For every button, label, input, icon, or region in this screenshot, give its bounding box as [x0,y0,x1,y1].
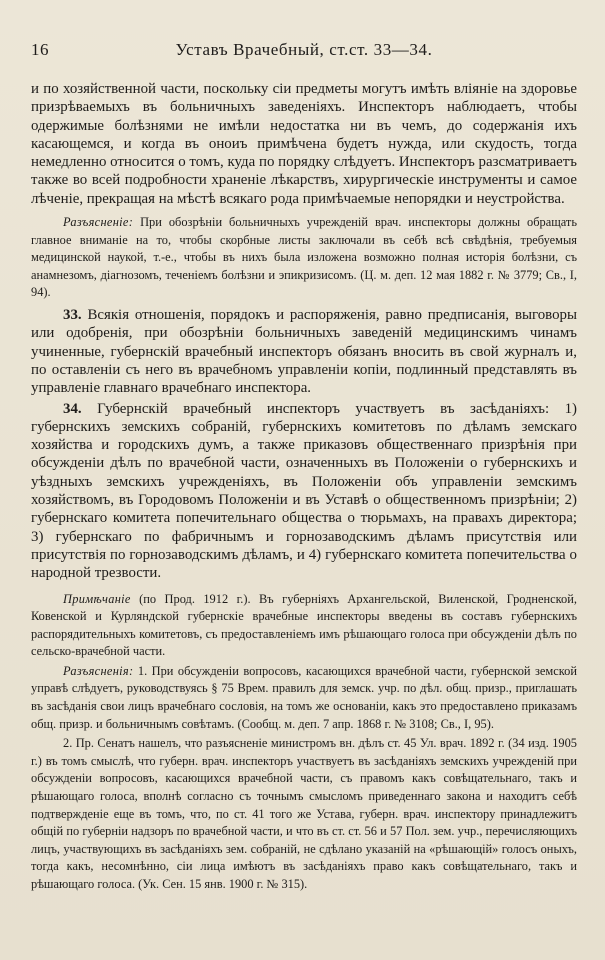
clarification-2-item: 2. Пр. Сенатъ нашелъ, что разъясненіе министромъ вн. дѣлъ ст. 45 Ул. врач. 1892 г. (34 изд. 1905 г.) въ томъ смыслѣ, что губерн. врач. инспекторъ участвуетъ въ засѣданіяхъ земскихъ учрежденій при обсужденіи вопросовъ, касающихся врачебной части, съ правомъ какъ совѣщательнаго, такъ и рѣшающаго голоса, вполнѣ согласно съ точнымъ смысломъ приведеннаго закона и находитъ себѣ подтвержденіе еще въ томъ, что, по ст. 41 того же Устава, губерн. врач. инспектору принадлежитъ общій по губерніи надзоръ по врачебной части, и что въ ст. ст. 56 и 57 Пол. зем. учр., перечисляющихъ лицъ, участвующихъ въ засѣданіяхъ зем. собраній, не сдѣлано указаній на «рѣшающій» голосъ оныхъ, тогда какъ, несомнѣнно, сіи лица имѣютъ въ засѣданіяхъ право какъ совѣщательнаго, такъ и рѣшающаго голоса. (Ук. Сен. 15 янв. 1900 г. № 315). [31,736,577,891]
clarification-2 [31,663,577,733]
article-34 [31,400,577,583]
running-title: Уставъ Врачебный, ст.ст. 33—34. [175,40,433,59]
article-33 [31,306,577,397]
note-1912 [31,591,577,661]
page-header [31,40,577,66]
article-number: 34. [63,400,82,417]
clarification-text: При обозрѣніи больничныхъ учрежденій врач. инспекторы должны обращать главное вниманіе на то, чтобы скорбные листы заключали въ себѣ всѣ свѣдѣнія, требуемыя медицинской наукой, т.-е., чтобы въ нихъ была изложена возможно полная исторія болѣзни, съ анамнезомъ, діагнозомъ, теченіемъ болѣзни и эпикризисомъ. (Ц. м. деп. 12 мая 1882 г. № 3779; Св., I, 94). [31,215,577,300]
clarification-label: Разъясненіе: [63,215,134,230]
clarification-1 [31,214,577,302]
article-text: Всякія отношенія, порядокъ и распоряженія, равно предписанія, выговоры или одобренія, при обозрѣніи больничныхъ заведеній медицинскимъ чинамъ учиненные, губернскій врачебный инспекторъ обязанъ вносить въ свой журналъ и, по оставленіи съ него въ врачебномъ управленіи копіи, подлинный представлять въ управленіе главнаго врачебнаго инспектора. [31,307,577,397]
page-number: 16 [31,40,49,59]
note-text: (по Прод. 1912 г.). Въ губерніяхъ Архангельской, Виленской, Гродненской, Ковенской и Курляндской губернскіе врачебные инспекторы введены въ составъ губернскихъ распорядительныхъ комитетовъ, съ предоставленіемъ имъ рѣшающаго голоса при обсужденіи дѣлъ по сельско-врачебной части. [31,591,577,659]
paragraph-continuation: и по хозяйственной части, поскольку сіи предметы могутъ имѣть вліяніе на здоровье призрѣваемыхъ въ больничныхъ заведеніяхъ. Инспекторъ наблюдаетъ, чтобы одержимые болѣзнями не имѣли недостатка ни въ чемъ, до содержанія ихъ касающемся, и когда въ оноиъ примѣчена будетъ нужда, или скудость, тогда немедленно относится о томъ, куда по порядку слѣдуетъ. Инспекторъ разсматриваетъ также во всей подробности храненіе лѣкарствъ, хирургическіе инструменты и самое лѣченіе, прекращая на мѣстѣ всякаго рода примѣчаемые непорядки и неустройства. [31,81,577,207]
note-label: Примѣчаніе [63,591,131,606]
clarification-text: 1. При обсужденіи вопросовъ, касающихся врачебной части, губернской земской управѣ слѣдуетъ, руководствуясь § 75 Врем. правилъ для земск. учр. по дѣл. общ. призр., приглашать въ засѣданія свои лицъ врачебнаго сословія, на томъ же основаніи, какъ это предоставлено приказамъ общ. призр. и больничнымъ совѣтамъ. (Сообщ. м. деп. 7 апр. 1868 г. № 3108; Св., I, 95). [31,663,577,731]
article-number: 33. [63,307,82,324]
clarification-label: Разъясненія: [63,663,134,678]
article-text: Губернскій врачебный инспекторъ участвуетъ въ засѣданіяхъ: 1) губернскихъ земскихъ собраній, губернскихъ комитетовъ по дѣламъ земскаго хозяйства и городскихъ думъ, а также приказовъ общественнаго призрѣнія при обсужденіи дѣлъ по врачебной части, означенныхъ въ Положеніи о губернскихъ и уѣздныхъ земскихъ учрежденіяхъ, въ Положеніи объ управленіи земскимъ хозяйствомъ, въ Городовомъ Положеніи и въ Уставѣ о общественномъ призрѣніи; 2) губернскаго комитета попечительнаго общества о тюрьмахъ, на правахъ директора; 3) губернскаго по фабричнымъ и горнозаводскимъ дѣламъ присутствія или присутствія по горнозаводскимъ дѣламъ, и 4) губернскаго комитета попечительства о народной трезвости. [31,400,577,582]
